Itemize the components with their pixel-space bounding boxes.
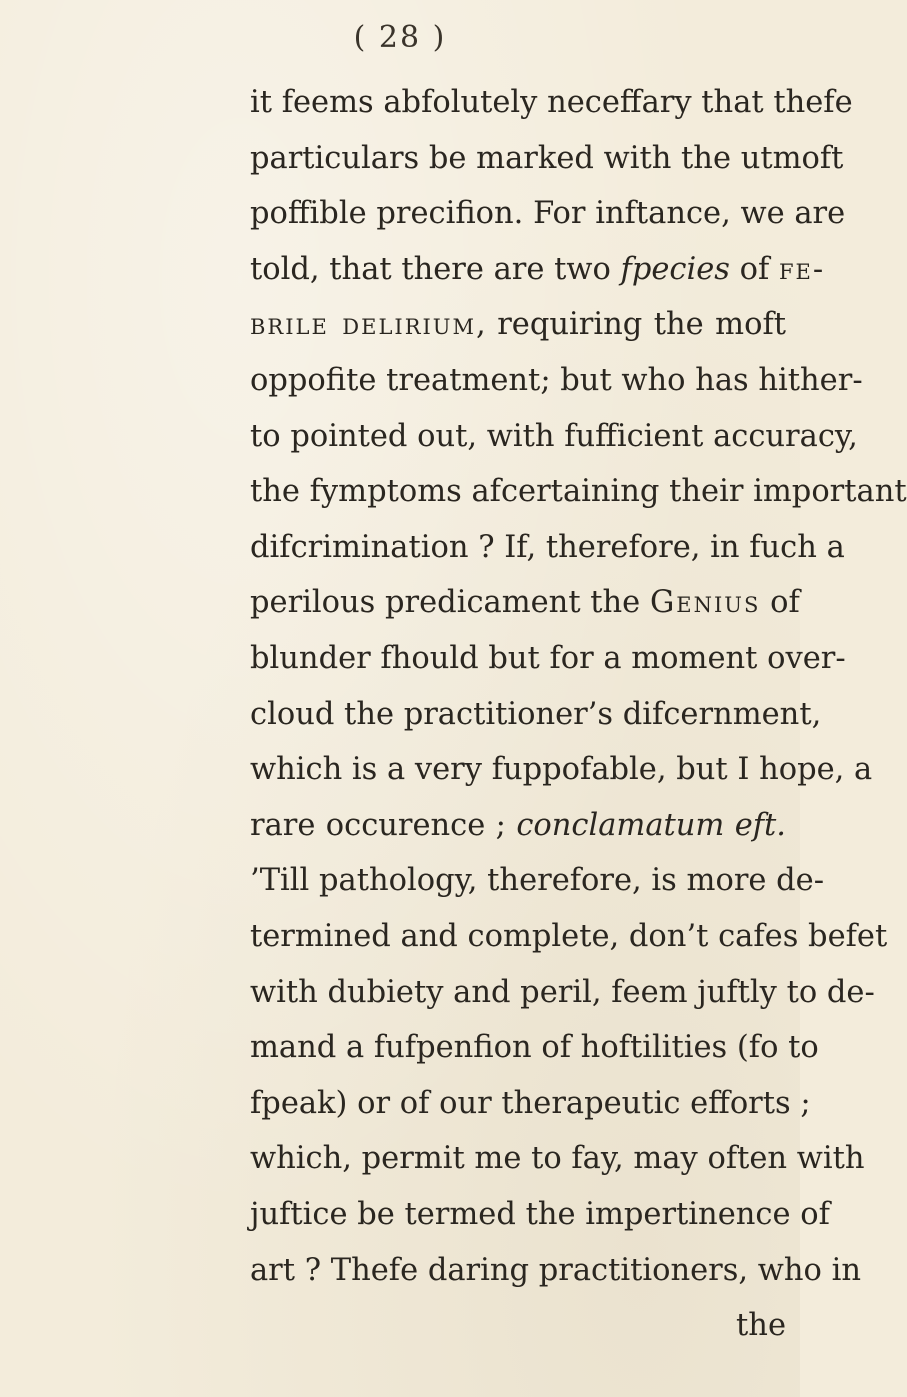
text-run: art ? Thefe daring practitioners, who in [250, 1252, 862, 1288]
text-line [250, 196, 846, 232]
text-line [250, 251, 826, 287]
italic-text: fpecies [620, 251, 730, 287]
text-line [250, 752, 873, 788]
text-line [250, 1197, 830, 1232]
text-line [250, 1030, 819, 1066]
text-line [250, 1252, 862, 1288]
text-line [250, 85, 853, 120]
text-line [250, 1085, 811, 1121]
text-run: of [729, 251, 779, 287]
text-line [250, 418, 858, 454]
page-number: ( 28 ) [353, 20, 447, 55]
italic-text: conclamatum eft. [516, 807, 786, 843]
text-run: fpeak) or of our therapeutic efforts ; [250, 1085, 811, 1121]
text-line [250, 641, 846, 676]
text-run: with dubiety and peril, feem juftly to de- [250, 974, 875, 1010]
text-line [250, 529, 845, 565]
text-run: perilous predicament the [250, 585, 650, 621]
text-run: to pointed out, with fufficient accuracy, [250, 418, 858, 454]
text-run: the fymptoms afcertaining their important [250, 474, 907, 510]
text-line [250, 696, 822, 732]
text-run: particulars be marked with the utmoft [250, 140, 844, 176]
text-line [250, 807, 786, 843]
text-line [250, 363, 863, 398]
text-run: , requiring the moft [476, 307, 786, 343]
text-run: told, that there are two [250, 251, 621, 287]
text-run: ’Till pathology, therefore, is more de- [250, 863, 825, 899]
text-run: cloud the practitioner’s difcernment, [250, 696, 822, 732]
text-line [250, 919, 888, 954]
text-line [250, 974, 875, 1010]
text-line [250, 1308, 786, 1344]
text-line [250, 140, 844, 176]
text-run: the [736, 1308, 786, 1344]
text-run: difcrimination ? If, therefore, in fuch a [250, 529, 845, 565]
text-line [250, 585, 800, 621]
text-run: termined and complete, don’t cafes befet [250, 919, 888, 954]
text-line [250, 474, 907, 510]
text-run: poffible precifion. For inftance, we are [250, 196, 846, 232]
text-run: it feems abfolutely neceffary that thefe [250, 85, 853, 120]
text-line [250, 1141, 865, 1177]
text-line [250, 307, 786, 343]
text-run: which, permit me to fay, may often with [250, 1141, 865, 1177]
text-run: of [760, 585, 800, 621]
text-run: blunder fhould but for a moment over- [250, 641, 846, 676]
text-run: rare occurence ; [250, 807, 517, 843]
text-line [250, 863, 825, 899]
small-caps-text: fe- [778, 251, 826, 287]
small-caps-text: brile delirium [250, 307, 477, 343]
text-run: which is a very fuppofable, but I hope, a [250, 752, 873, 788]
small-caps-text: Genius [649, 585, 761, 621]
text-run: oppofite treatment; but who has hither- [250, 363, 863, 398]
text-run: mand a fufpenfion of hoftilities (fo to [250, 1030, 819, 1066]
text-run: juftice be termed the impertinence of [250, 1197, 830, 1232]
